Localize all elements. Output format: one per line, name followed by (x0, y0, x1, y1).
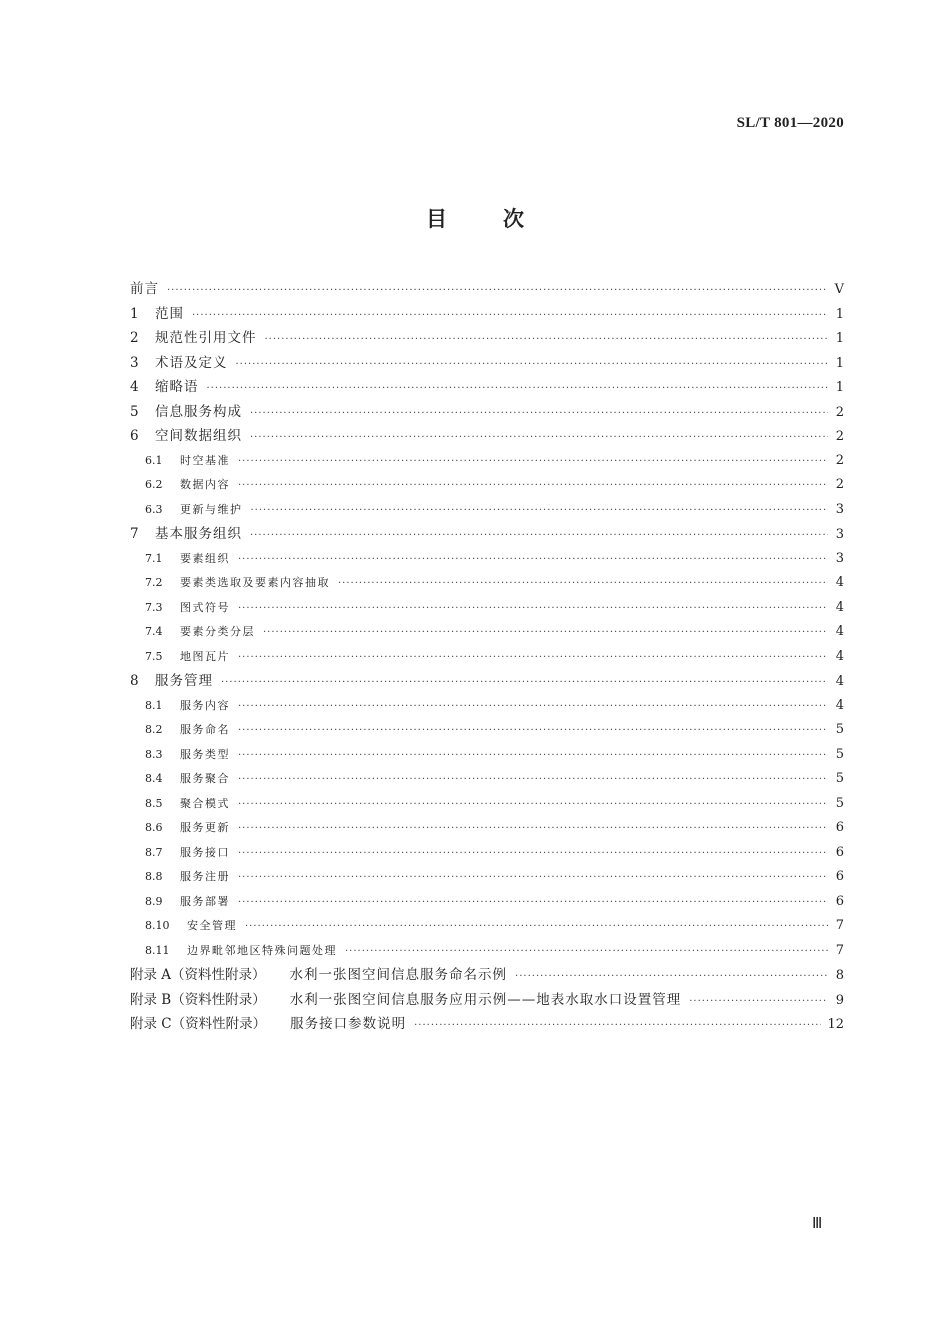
toc-entry-page: 4 (835, 624, 844, 639)
toc-entry-page: 12 (827, 1017, 844, 1032)
toc-entry-page: 5 (835, 771, 844, 786)
toc-leader-dots (265, 328, 829, 353)
toc-entry-title: 时空基准 (180, 453, 230, 467)
toc-entry-page: 1 (835, 306, 844, 322)
toc-entry[interactable] (130, 718, 844, 743)
toc-entry-number: 8.8 (145, 870, 163, 883)
toc-entry[interactable] (130, 841, 844, 866)
toc-entry-page: 8 (835, 968, 844, 983)
page-number: Ⅲ (812, 1216, 823, 1232)
toc-entry-title: 缩略语 (155, 379, 199, 395)
page-title-char-2: 次 (503, 207, 524, 231)
toc-entry-page: 5 (835, 722, 844, 737)
toc-entry-page: 4 (835, 648, 844, 664)
toc-entry-number: 6.3 (145, 502, 163, 516)
toc-entry[interactable] (130, 743, 844, 768)
toc-entry[interactable] (130, 669, 844, 694)
toc-entry[interactable] (130, 473, 844, 498)
toc-leader-dots (263, 621, 828, 646)
toc-entry[interactable] (130, 914, 844, 939)
toc-entry[interactable] (130, 424, 844, 449)
toc-entry-number: 8.3 (145, 747, 163, 761)
toc-entry[interactable] (130, 596, 844, 621)
toc-entry[interactable] (130, 816, 844, 841)
toc-entry-page: 9 (835, 992, 844, 1008)
toc-entry-number: 6 (130, 428, 139, 444)
toc-leader-dots (238, 866, 828, 891)
toc-entry[interactable] (130, 400, 844, 425)
toc-entry-title: 服务管理 (155, 673, 213, 689)
toc-entry-number: 8.6 (145, 821, 163, 834)
toc-entry[interactable] (130, 375, 844, 400)
toc-entry-title: 安全管理 (187, 919, 237, 932)
toc-leader-dots (192, 304, 828, 329)
toc-entry-number: 8.1 (145, 698, 163, 712)
toc-entry-title: 数据内容 (180, 478, 230, 491)
toc-entry-page: 4 (835, 599, 844, 615)
toc-entry-page: 1 (835, 355, 844, 371)
toc-entry-number: 3 (130, 354, 139, 371)
page-title (0, 203, 950, 233)
document-code: SL/T 801—2020 (736, 115, 844, 131)
toc-entry-title: 边界毗邻地区特殊问题处理 (187, 943, 337, 957)
toc-leader-dots (238, 891, 828, 916)
toc-leader-dots (238, 695, 828, 720)
toc-entry-page: 4 (835, 575, 844, 590)
toc-entry-number: 8.2 (145, 723, 163, 736)
toc-entry-title: 要素类选取及要素内容抽取 (180, 576, 330, 589)
toc-entry-title: 范围 (155, 305, 184, 322)
toc-leader-dots (250, 524, 828, 549)
toc-entry-number: 8.5 (145, 796, 163, 810)
toc-entry-number: 8.10 (145, 919, 170, 932)
toc-entry-page: 4 (835, 674, 844, 689)
toc-entry-number: 1 (130, 305, 139, 322)
toc-leader-dots (345, 940, 828, 965)
toc-entry-title: 服务聚合 (180, 772, 230, 785)
toc-leader-dots (238, 646, 828, 671)
toc-leader-dots (689, 990, 828, 1015)
toc-entry-title: 基本服务组织 (155, 526, 242, 542)
toc-entry[interactable] (130, 351, 844, 376)
toc-entry-page: 7 (835, 942, 844, 958)
toc-entry-number: 7.4 (145, 625, 163, 638)
toc-entry-title: 服务更新 (180, 821, 230, 834)
toc-entry-title: 前言 (130, 281, 159, 297)
toc-entry-number: 2 (130, 330, 139, 346)
toc-entry-page: 6 (835, 869, 844, 884)
toc-entry-number: 8.11 (145, 943, 170, 957)
toc-entry[interactable] (130, 792, 844, 817)
table-of-contents (130, 277, 844, 1037)
toc-entry-title: 要素分类分层 (180, 625, 255, 638)
toc-entry-page: Ⅴ (834, 282, 844, 297)
toc-leader-dots (414, 1014, 821, 1039)
toc-entry[interactable] (130, 767, 844, 792)
toc-entry-title: 服务接口 (180, 845, 230, 859)
toc-entry[interactable] (130, 449, 844, 474)
toc-entry[interactable] (130, 865, 844, 890)
toc-entry-number: 附录 A（资料性附录） (130, 967, 266, 983)
toc-entry-title: 空间数据组织 (155, 428, 242, 444)
toc-entry[interactable] (130, 326, 844, 351)
toc-leader-dots (238, 719, 828, 744)
toc-entry[interactable] (130, 277, 844, 302)
toc-entry-number: 8 (130, 673, 139, 689)
toc-entry-page: 7 (835, 918, 844, 933)
toc-entry-page: 2 (835, 404, 844, 420)
toc-entry-page: 6 (835, 820, 844, 835)
toc-entry-page: 5 (835, 795, 844, 811)
toc-entry-number: 6.1 (145, 453, 163, 467)
toc-entry-title: 信息服务构成 (155, 403, 242, 420)
toc-entry-number: 7.1 (145, 551, 163, 565)
toc-entry-number: 6.2 (145, 478, 163, 491)
toc-entry-title: 服务命名 (180, 723, 230, 736)
toc-entry-page: 3 (835, 501, 844, 517)
toc-entry-title: 服务注册 (180, 870, 230, 883)
toc-entry-title: 地图瓦片 (180, 649, 230, 663)
toc-entry-page: 2 (835, 452, 844, 468)
toc-entry-title: 服务部署 (180, 894, 230, 908)
toc-leader-dots (238, 548, 828, 573)
toc-entry-title: 术语及定义 (155, 354, 228, 371)
toc-leader-dots (515, 965, 828, 990)
page-title-char-1: 目 (426, 207, 447, 231)
toc-entry-title: 规范性引用文件 (155, 330, 257, 346)
toc-entry-title: 聚合模式 (180, 796, 230, 810)
toc-leader-dots (251, 499, 829, 524)
toc-entry-page: 1 (835, 380, 844, 395)
toc-entry-page: 4 (835, 697, 844, 713)
toc-leader-dots (250, 402, 828, 427)
toc-leader-dots (238, 450, 828, 475)
toc-entry[interactable] (130, 498, 844, 523)
toc-entry[interactable] (130, 963, 844, 988)
toc-entry-title: 服务内容 (180, 698, 230, 712)
toc-leader-dots (250, 426, 828, 451)
toc-entry-number: 8.9 (145, 894, 163, 908)
toc-entry-title: 水利一张图空间信息服务应用示例——地表水取水口设置管理 (289, 991, 682, 1008)
toc-entry-number: 5 (130, 403, 139, 420)
toc-entry[interactable] (130, 939, 844, 964)
toc-entry-number: 8.4 (145, 772, 163, 785)
toc-entry-number: 附录 B（资料性附录） (130, 991, 266, 1008)
toc-entry-page: 2 (835, 477, 844, 492)
toc-entry[interactable] (130, 1012, 844, 1037)
toc-leader-dots (221, 671, 828, 696)
toc-entry-title: 水利一张图空间信息服务命名示例 (289, 967, 508, 983)
toc-entry[interactable] (130, 571, 844, 596)
toc-entry-number: 7.5 (145, 649, 163, 663)
toc-entry-page: 6 (835, 893, 844, 909)
toc-entry[interactable] (130, 645, 844, 670)
toc-leader-dots (338, 572, 828, 597)
toc-entry[interactable] (130, 522, 844, 547)
toc-entry-page: 2 (835, 429, 844, 444)
toc-entry-title: 更新与维护 (180, 502, 243, 516)
toc-leader-dots (238, 793, 828, 818)
toc-leader-dots (238, 768, 828, 793)
toc-entry-page: 3 (835, 527, 844, 542)
toc-entry[interactable] (130, 988, 844, 1013)
toc-entry-page: 3 (835, 550, 844, 566)
toc-entry-number: 附录 C（资料性附录） (130, 1016, 267, 1032)
toc-entry[interactable] (130, 547, 844, 572)
toc-entry-number: 7.2 (145, 576, 163, 589)
toc-leader-dots (167, 279, 828, 304)
toc-leader-dots (238, 597, 828, 622)
toc-entry-title: 图式符号 (180, 600, 230, 614)
toc-entry-number: 7 (130, 526, 139, 542)
toc-leader-dots (245, 915, 828, 940)
toc-entry-title: 服务类型 (180, 747, 230, 761)
toc-entry-page: 1 (835, 331, 844, 346)
toc-entry-page: 6 (835, 844, 844, 860)
toc-entry-title: 要素组织 (180, 551, 230, 565)
toc-entry[interactable] (130, 694, 844, 719)
toc-leader-dots (236, 353, 829, 378)
toc-entry-title: 服务接口参数说明 (290, 1016, 407, 1032)
toc-entry[interactable] (130, 302, 844, 327)
toc-leader-dots (238, 474, 828, 499)
toc-leader-dots (238, 842, 828, 867)
toc-leader-dots (238, 744, 828, 769)
toc-leader-dots (207, 377, 829, 402)
toc-entry-number: 7.3 (145, 600, 163, 614)
toc-entry-page: 5 (835, 746, 844, 762)
toc-entry-number: 8.7 (145, 845, 163, 859)
toc-leader-dots (238, 817, 828, 842)
toc-entry-number: 4 (130, 379, 139, 395)
toc-entry[interactable] (130, 620, 844, 645)
toc-entry[interactable] (130, 890, 844, 915)
